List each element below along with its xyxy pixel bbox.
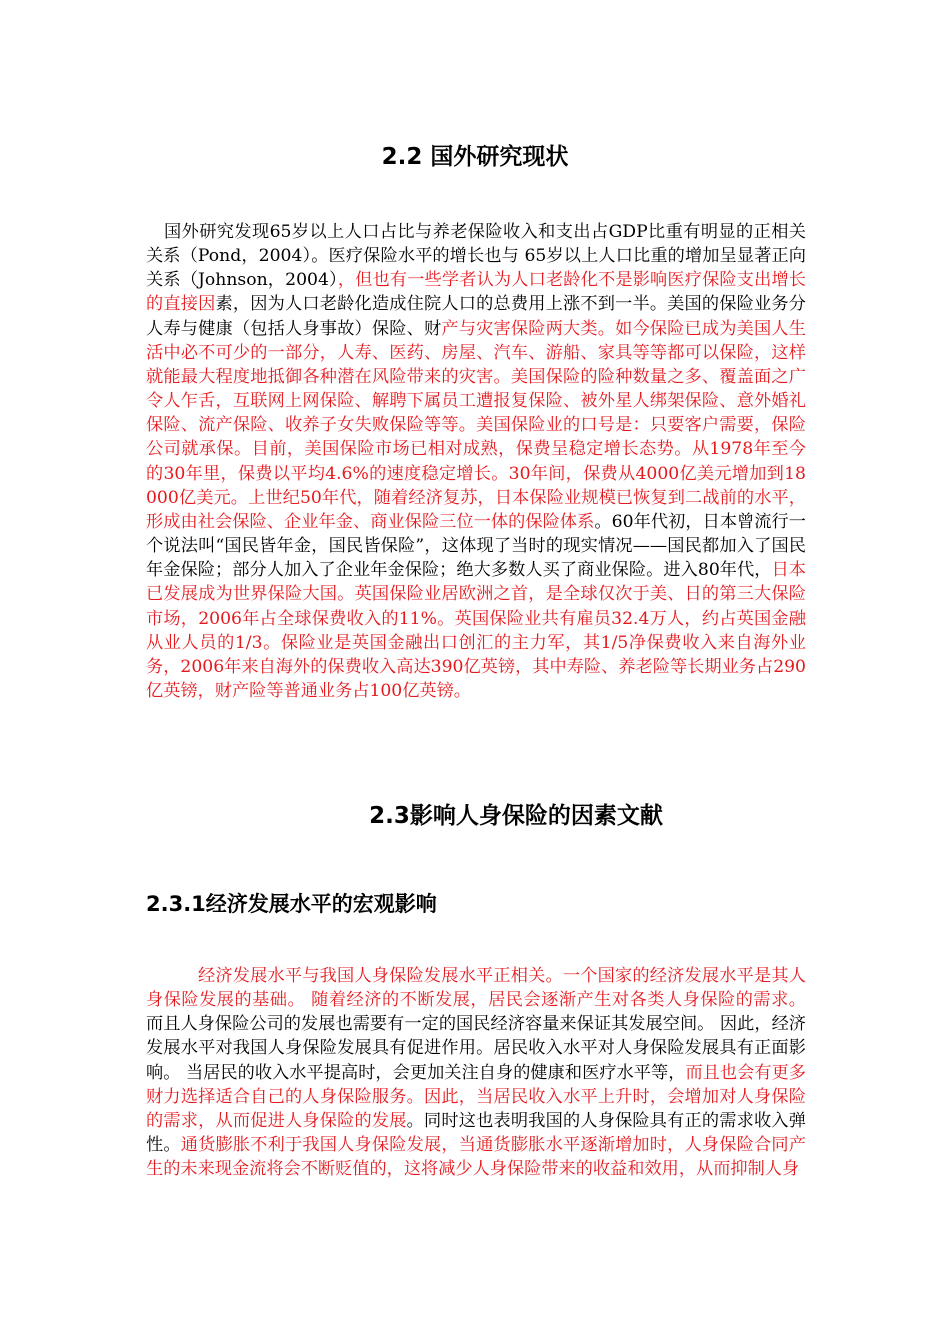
text-run: 国外研究发现65岁以上人口占比与养老保险收入和支出占GDP比重有明显的正相关关系（Pond，2004）。医疗保险水平的增长也与 65岁以上人口比重的增加呈显著正向关系（Johnson，2004） [146, 222, 806, 291]
highlight-run: 日本已发展成为世界保险大国。英国保险业居欧洲之首，是全球仅次于美、日的第三大保险市场，2006年占全球保费收入的11%。英国保险业共有雇员32.4万人，约占英国金融从业人员的1/3。保险业是英国金融出口创汇的主力军，其1/5净保费收入来自海外业务，2006年来自海外的保费收入高达390亿英镑，其中寿险、养老险等长期业务占290亿英镑，财产险等普通业务占100亿英镑。 [146, 560, 806, 701]
text-run: 而且人身保险公司的发展也需要有一定的国民经济容量来保证其发展空间。 因此，经济发展水平对我国人身保险发展具有促进作用。居民收入水平对人身保险发展具有正面影响。 当居民的收入水平提高时，会更加关注自身的健康和医疗水平等， [146, 1014, 806, 1083]
highlight-run: 经济发展水平与我国人身保险发展水平正相关。一个国家的经济发展水平是其人身保险发展的基础。 随着经济的不断发展，居民会逐渐产生对各类人身保险的需求。 [146, 966, 806, 1011]
section-2-3-1-paragraph [146, 964, 806, 1181]
highlight-run: 产与灾害保险两大类。如今保险已成为美国人生活中必不可少的一部分，人寿、医药、房屋、汽车、游船、家具等等都可以保险，这样就能最大程度地抵御各种潜在风险带来的灾害。美国保险的险种数量之多、覆盖面之广令人乍舌，互联网上网保险、解聘下属员工遭报复保险、被外星人绑架保险、意外婚礼保险、流产保险、收养子女失败保险等等。美国保险业的口号是：只要客户需要，保险公司就承保。目前，美国保险市场已相对成熟，保费呈稳定增长态势。从1978年至今的30年里，保费以平均4.6%的速度稳定增长。30年间，保费从4000亿美元增加到18000亿美元。上世纪50年代，随着经济复苏，日本保险业规模已恢复到二战前的水平，形成由社会保险、企业年金、商业保险三位一体的保险体系 [146, 318, 806, 532]
section-2-2-paragraph [146, 220, 806, 703]
text-run: 。同时这也表明我国的人身保险具有正的需求收入弹性。 [146, 1110, 806, 1156]
text-run: 素，因为人口老龄化造成住院人口的总费用上涨不到一半。美国的保险业务分人寿与健康（包括人身事故）保险、财 [146, 294, 806, 339]
text-run: 。60年代初，日本曾流行一个说法叫“国民皆年金，国民皆保险”，这体现了当时的现实情况——国民都加入了国民年金保险；部分人加入了企业年金保险；绝大多数人买了商业保险。进入80年代， [146, 511, 806, 581]
highlight-run: 而且也会有更多财力选择适合自己的人身保险服务。因此，当居民收入水平上升时，会增加对人身保险的需求，从而促进人身保险的发展 [146, 1062, 806, 1131]
section-2-3-1-title: 2.3.1经济发展水平的宏观影响 [146, 892, 437, 916]
highlight-run: 通货膨胀不利于我国人身保险发展，当通货膨胀水平逐渐增加时，人身保险合同产生的未来现金流将会不断贬值的，这将减少人身保险带来的收益和效用，从而抑制人身 [146, 1135, 806, 1180]
section-2-3-title: 2.3影响人身保险的因素文献 [369, 803, 663, 829]
section-2-2-title: 2.2 国外研究现状 [381, 144, 569, 170]
highlight-run: ，但也有一些学者认为人口老龄化不是影响医疗保险支出增长的直接因 [146, 270, 806, 315]
